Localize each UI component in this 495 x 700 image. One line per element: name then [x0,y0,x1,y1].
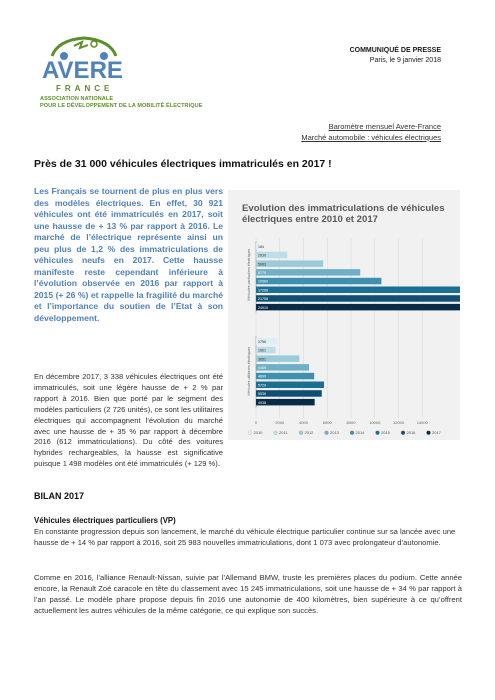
bar [256,382,324,389]
chart-svg [228,190,460,440]
x-tick-label: 14000 [416,420,428,425]
x-tick-label: 8000 [346,420,356,425]
bar-label: 5536 [258,392,266,397]
bilan-paragraph-2: Comme en 2016, l’alliance Renault-Nissan, suivie par l’Allemand BMW, truste les premières places du podium. Cette année encore, la Renault Zoé caracole en tête du classement avec 15 245 immatriculations, soit une hausse de + 34 % par rapport à l’an passé. Le modèle phare propose depuis fin 2016 une autonomie de 400 kilomètres, bien supérieure à ce qu’offrent actuellement les autres véhicules de la même catégorie, ce qui explique son succès. [34,573,462,615]
legend-label: 2014 [355,430,365,435]
legend-swatch [376,431,380,435]
legend-label: 2011 [279,430,288,435]
bar-label: 184 [258,244,264,249]
group-label: Véhicules particuliers électriques [247,248,251,301]
barometer-line-1: Baromètre mensuel Avere-France [328,122,441,131]
bar-label: 3651 [258,357,266,362]
org-line-1: ASSOCIATION NATIONALE [40,96,114,102]
bar-label: 1661 [258,348,266,353]
legend-swatch [427,431,431,435]
legend-label: 2012 [304,430,314,435]
bar-label: 8779 [258,271,266,275]
legend-swatch [299,431,303,435]
bar [256,287,460,294]
bilan-subtitle: Véhicules électriques particuliers (VP) [34,516,176,525]
bilan-title: BILAN 2017 [34,491,85,501]
legend-swatch [401,431,405,435]
chart-title: Evolution des immatriculations de véhicules électriques entre 2010 et 2017 [242,203,445,225]
bar [256,304,460,311]
bar-label: 4899 [258,374,266,379]
bar-label: 24910 [258,305,268,310]
x-tick-label: 2000 [275,420,285,425]
bar-label: 4469 [258,366,266,370]
x-tick-label: 10000 [369,420,381,425]
legend-swatch [248,431,252,435]
x-tick-label: 0 [254,420,258,425]
bar-label: 21758 [258,297,268,302]
bar [256,260,323,267]
x-tick-label: 12000 [392,420,405,425]
press-header [350,46,441,66]
registrations-chart [228,190,460,440]
bar [256,278,381,285]
x-tick-label: 6000 [322,420,332,425]
bar [256,269,360,276]
avere-logo [34,26,134,94]
x-tick-label: 4000 [299,420,308,425]
legend-swatch [350,431,354,435]
bar [256,295,460,302]
group-label: Véhicules utilitaires électriques [247,346,251,396]
legend-label: 2010 [253,430,263,435]
legend-label: 2013 [330,430,339,435]
bar-label: 5663 [258,262,266,267]
legend-label: 2017 [432,430,441,435]
bar-label: 17268 [258,288,268,293]
bar-label: 2630 [258,253,266,258]
barometer-box [301,122,441,143]
legend-label: 2016 [406,430,416,435]
legend-label: 2015 [381,430,390,435]
org-line-2: POUR LE DÉVELOPPEMENT DE LA MOBILITÉ ÉLECTRIQUE [40,103,203,109]
org-description [40,96,202,110]
logo-subtext: FRANCE [56,84,114,93]
headline: Près de 31 000 véhicules électriques immatriculés en 2017 ! [34,158,332,170]
bar-label: 1756 [258,339,266,344]
barometer-line-2: Marché automobile : véhicules électriques [301,132,441,142]
december-paragraph: En décembre 2017, 3 338 véhicules électriques ont été immatriculés, soit une légère hausse de + 2 % par rapport à 2016. Bien que porté par le segment des modèles particuliers (2 726 unités), ce sont les utilitaires électriques qui accompagnent l’évolution du marché avec une hausse de + 35 % par rapport à décembre 2016 (612 immatriculations). Du côté des voitures hybrides rechargeables, la hausse est significative puisque 1 498 modèles ont été immatriculés (+ 129 %). [34,372,223,469]
logo-text: AVERE [42,57,123,84]
bar-label: 4938 [258,400,266,405]
press-title: COMMUNIQUÉ DE PRESSE [349,47,441,54]
bar-label: 10560 [258,279,268,284]
legend-swatch [274,431,278,435]
bilan-paragraph-1: En constante progression depuis son lancement, le marché du véhicule électrique particulier continue sur sa lancée avec une hausse de + 14 % par rapport à 2016, soit 25 983 nouvelles immatriculations, dont 1 073 avec prolongateur d’autonomie. [34,527,456,547]
lead-paragraph: Les Français se tournent de plus en plus vers des modèles électriques. En effet, 30 921 véhicules ont été immatriculés en 2017, soit une hausse de + 13 % par rapport à 2016. Le marché de l’électrique représente ainsi un peu plus de 1,2 % des immatriculations de véhicules neufs en 2017. Cette hausse manifeste reste cependant inférieure à l’évolution observée en 2016 par rapport à 2015 (+ 26 %) et rappelle la fragilité du marché et l’importance du soutien de l’Etat à son développement. [34,186,223,323]
legend-swatch [325,431,329,435]
bar-label: 5729 [258,383,266,388]
press-date: Paris, le 9 janvier 2018 [369,57,441,64]
